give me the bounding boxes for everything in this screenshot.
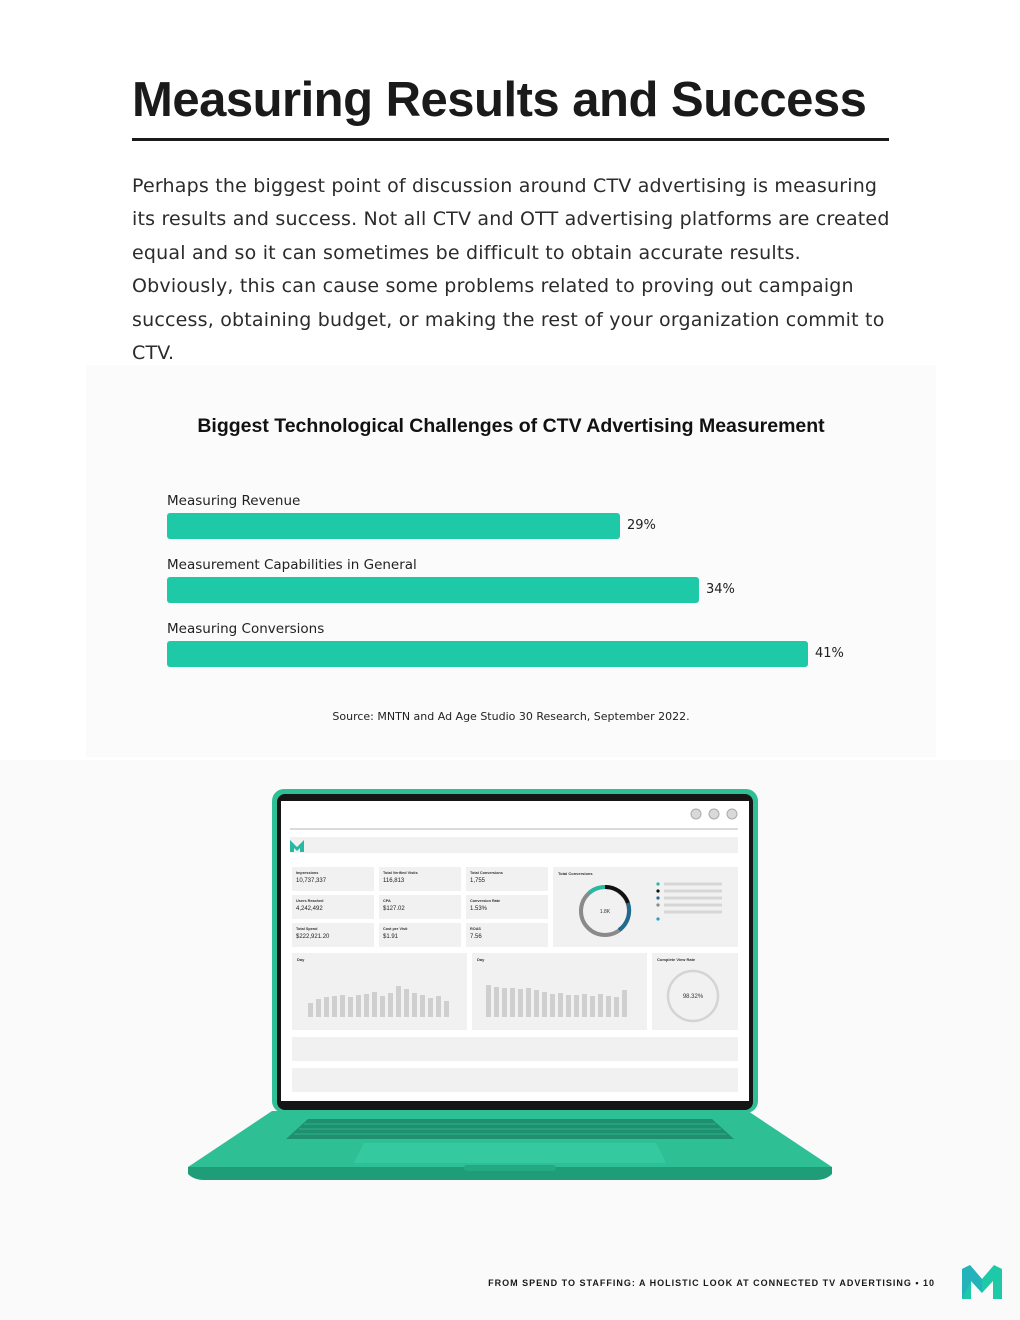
footer-text: FROM SPEND TO STAFFING: A HOLISTIC LOOK AT CONNECTED TV ADVERTISING • 10 (488, 1278, 935, 1288)
bar-category-label: Measurement Capabilities in General (167, 557, 417, 573)
metric-label: Impressions (296, 871, 319, 875)
bar (167, 641, 808, 667)
metric-value: $1.91 (383, 934, 399, 940)
metric-label: CPA (383, 899, 391, 903)
metric-value: 7.56 (470, 934, 482, 940)
metric-label: Total Verified Visits (383, 871, 418, 875)
mntn-logo-icon (962, 1265, 1002, 1301)
intro-paragraph: Perhaps the biggest point of discussion around CTV advertising is measuring its results and success. Not all CTV and OTT advertising platforms are created equal and so it can sometimes be difficult to obtain accurate results. Obviously, this can cause some problems related to proving out campaign success, obtaining budget, or making the rest of your organization commit to CTV. (132, 175, 890, 365)
metric-value: 10,737,337 (296, 878, 327, 884)
cvr-value: 98.32% (682, 994, 704, 1000)
conversions-title: Total Conversions (558, 871, 593, 876)
bar-value-label: 34% (706, 582, 735, 597)
bar-category-label: Measuring Conversions (167, 621, 325, 637)
page-title: Measuring Results and Success (132, 73, 867, 127)
day-chart-2-label: Day (477, 957, 485, 962)
metric-label: Total Conversions (470, 871, 503, 875)
bar-category-label: Measuring Revenue (167, 493, 301, 509)
bar-chart (86, 365, 936, 757)
day-chart-1-label: Day (297, 957, 305, 962)
metric-label: Cost per Visit (383, 927, 408, 931)
bar-value-label: 29% (627, 518, 656, 533)
metric-value: $222,921.20 (296, 934, 330, 940)
metric-value: 4,242,492 (296, 906, 323, 912)
metric-value: 1,755 (470, 878, 486, 884)
metric-label: Conversion Rate (470, 899, 501, 903)
chart-title: Biggest Technological Challenges of CTV Advertising Measurement (197, 415, 825, 437)
metric-value: $127.02 (383, 906, 405, 912)
bar-value-label: 41% (815, 646, 844, 661)
title-divider (132, 138, 889, 141)
metric-label: Total Spend (296, 927, 318, 931)
metric-value: 116,813 (383, 878, 405, 884)
metric-value: 1.53% (470, 906, 488, 912)
chart-source: Source: MNTN and Ad Age Studio 30 Research, September 2022. (332, 710, 690, 723)
metric-label: ROAS (470, 927, 481, 931)
donut-center-value: 1.8K (599, 909, 611, 915)
metric-label: Users Reached (296, 899, 324, 903)
bar (167, 513, 620, 539)
dashboard-metrics (292, 867, 548, 947)
bar (167, 577, 699, 603)
cvr-title: Complete View Rate (657, 957, 696, 962)
laptop-illustration (186, 789, 834, 1181)
